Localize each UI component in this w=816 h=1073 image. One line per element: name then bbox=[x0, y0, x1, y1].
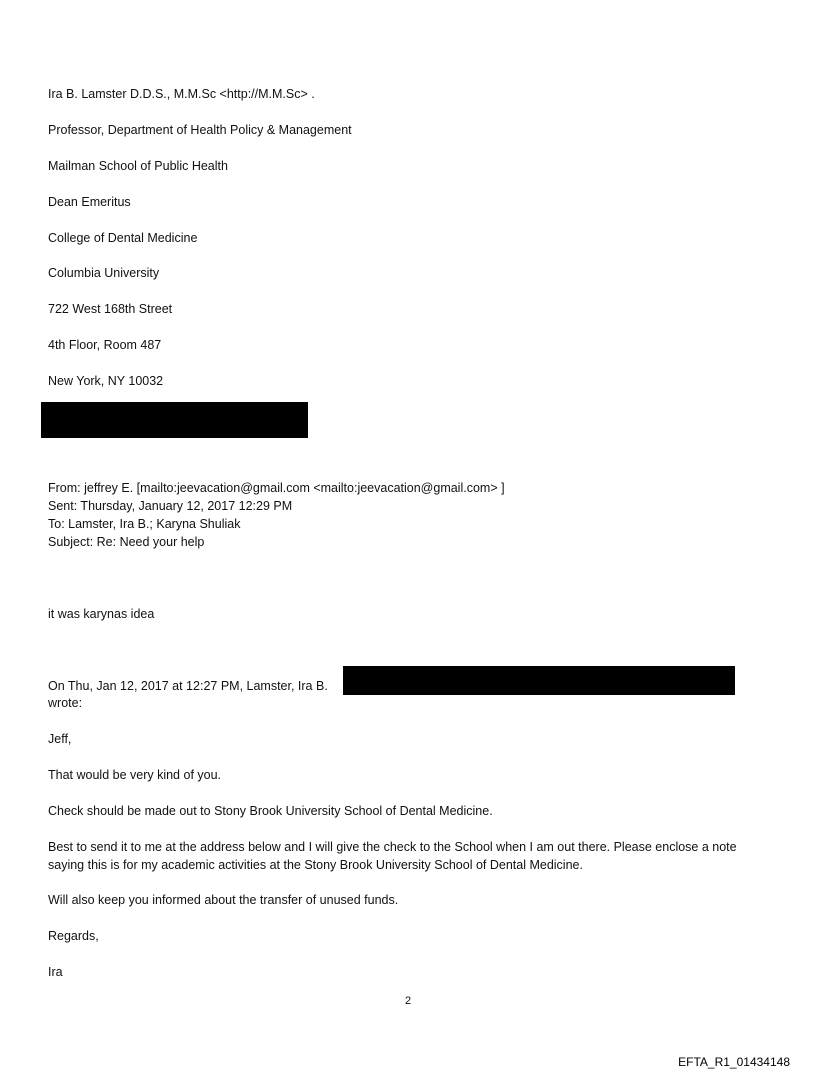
quoted-attribution: On Thu, Jan 12, 2017 at 12:27 PM, Lamster, Ira B. bbox=[48, 679, 328, 693]
redaction-box bbox=[343, 666, 735, 695]
signature-name: Ira B. Lamster D.D.S., M.M.Sc <http://M.M.Sc> . bbox=[48, 87, 315, 101]
signature-school: Mailman School of Public Health bbox=[48, 159, 228, 173]
reply-body: it was karynas idea bbox=[48, 607, 155, 621]
header-sent: Sent: Thursday, January 12, 2017 12:29 PM bbox=[48, 499, 293, 513]
quoted-paragraph: Check should be made out to Stony Brook University School of Dental Medicine. bbox=[48, 804, 493, 818]
page-number: 2 bbox=[404, 995, 412, 1007]
signature-city: New York, NY 10032 bbox=[48, 374, 164, 388]
quoted-greeting: Jeff, bbox=[48, 732, 72, 746]
header-from: From: jeffrey E. [mailto:jeevacation@gmail.com <mailto:jeevacation@gmail.com> ] bbox=[48, 481, 505, 495]
header-subject: Subject: Re: Need your help bbox=[48, 535, 205, 549]
quoted-closing: Regards, bbox=[48, 929, 99, 943]
quoted-paragraph: That would be very kind of you. bbox=[48, 768, 222, 782]
signature-room: 4th Floor, Room 487 bbox=[48, 338, 162, 352]
document-id: EFTA_R1_01434148 bbox=[678, 1055, 790, 1069]
signature-dean: Dean Emeritus bbox=[48, 195, 131, 209]
signature-street: 722 West 168th Street bbox=[48, 302, 173, 316]
signature-university: Columbia University bbox=[48, 266, 160, 280]
quoted-signoff-name: Ira bbox=[48, 965, 63, 979]
signature-college: College of Dental Medicine bbox=[48, 231, 198, 245]
header-to: To: Lamster, Ira B.; Karyna Shuliak bbox=[48, 517, 241, 531]
quoted-paragraph: Will also keep you informed about the transfer of unused funds. bbox=[48, 893, 399, 907]
redaction-box bbox=[41, 402, 308, 438]
quoted-attribution-end: wrote: bbox=[48, 696, 83, 710]
quoted-paragraph: Best to send it to me at the address below and I will give the check to the School when I am out there. Please enclose a note saying this is for my academic activities at the Stony Brook University School of Dental Medicine. bbox=[48, 840, 737, 872]
signature-title: Professor, Department of Health Policy & Management bbox=[48, 123, 352, 137]
